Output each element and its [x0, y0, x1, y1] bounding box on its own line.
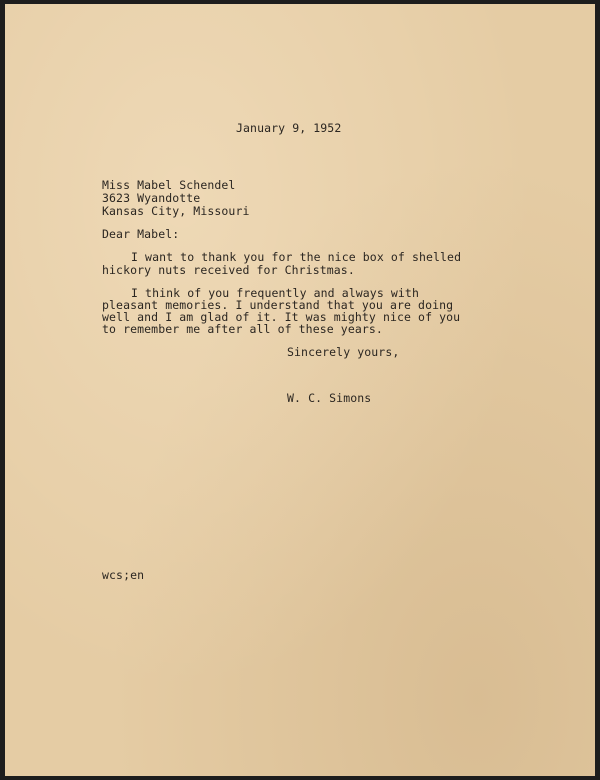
- closing: Sincerely yours,: [287, 345, 400, 359]
- letter-page: [5, 4, 595, 776]
- paragraph-1-line: I want to thank you for the nice box of shelled: [131, 250, 462, 264]
- salutation: Dear Mabel:: [102, 227, 180, 241]
- recipient-city: Kansas City, Missouri: [102, 204, 250, 218]
- paragraph-2-line: well and I am glad of it. It was mighty nice of you: [102, 310, 461, 324]
- reference-initials: wcs;en: [102, 568, 145, 582]
- paragraph-2-line: pleasant memories. I understand that you are doing: [102, 298, 454, 312]
- paragraph-2-line: I think of you frequently and always with: [131, 286, 419, 300]
- paragraph-1-line: hickory nuts received for Christmas.: [102, 263, 355, 277]
- letter-date: January 9, 1952: [236, 121, 342, 135]
- signature-name: W. C. Simons: [287, 391, 372, 405]
- paragraph-2-line: to remember me after all of these years.: [102, 322, 383, 336]
- recipient-street: 3623 Wyandotte: [102, 191, 201, 205]
- recipient-name: Miss Mabel Schendel: [102, 178, 236, 192]
